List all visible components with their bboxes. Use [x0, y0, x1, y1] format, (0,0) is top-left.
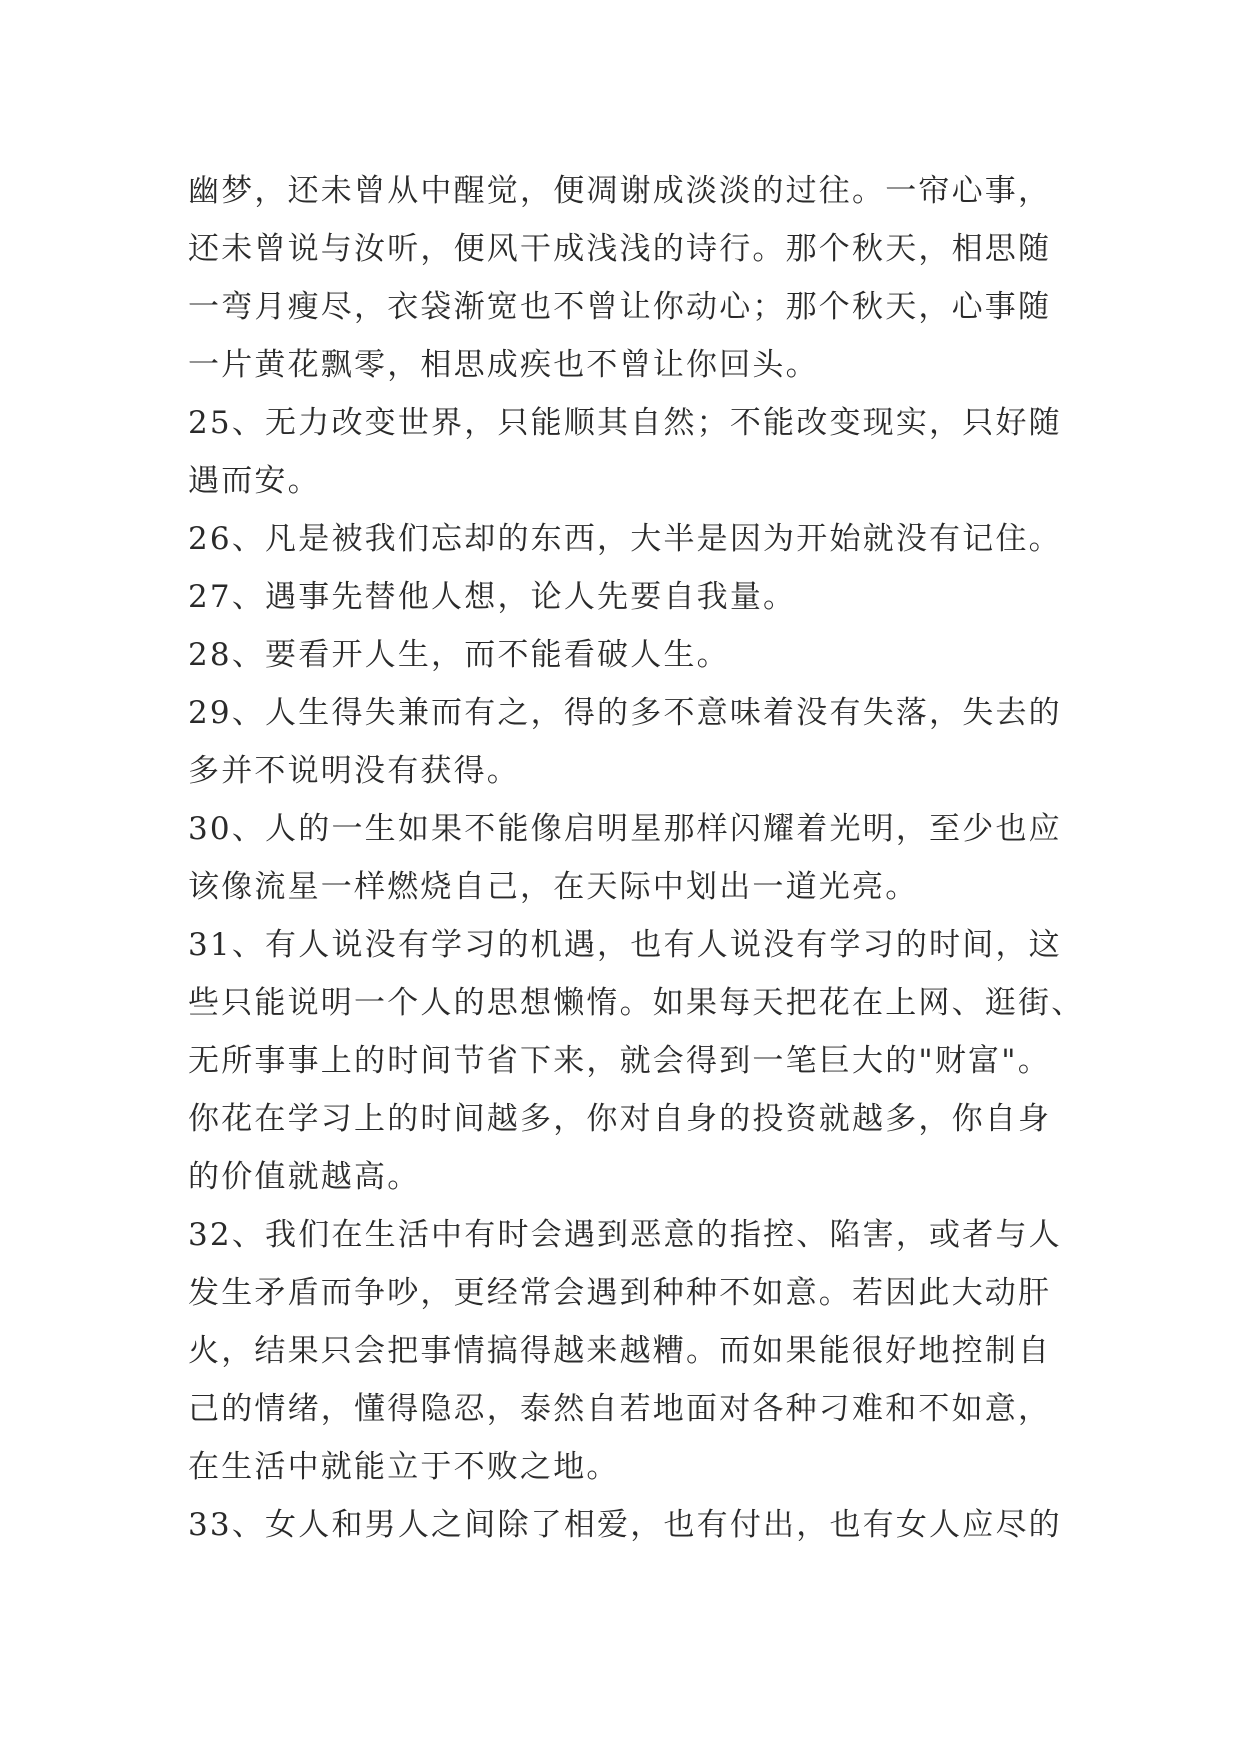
text-line: 该像流星一样燃烧自己，在天际中划出一道光亮。: [188, 869, 919, 905]
text-line: 一片黄花飘零，相思成疾也不曾让你回头。: [188, 347, 819, 383]
text-line: 32、我们在生活中有时会遇到恶意的指控、陷害，或者与人: [188, 1217, 1062, 1253]
body-text: [188, 162, 1085, 1554]
text-line: 己的情绪，懂得隐忍，泰然自若地面对各种刁难和不如意，: [188, 1391, 1052, 1427]
text-line: 一弯月瘦尽，衣袋渐宽也不曾让你动心；那个秋天，心事随: [188, 289, 1052, 325]
text-line: 在生活中就能立于不败之地。: [188, 1449, 620, 1485]
text-line: 幽梦，还未曾从中醒觉，便凋谢成淡淡的过往。一帘心事，: [188, 173, 1052, 209]
text-line: 31、有人说没有学习的机遇，也有人说没有学习的时间，这: [188, 927, 1062, 963]
text-line: 还未曾说与汝听，便风干成浅浅的诗行。那个秋天，相思随: [188, 231, 1052, 267]
text-line: 你花在学习上的时间越多，你对自身的投资就越多，你自身: [188, 1101, 1052, 1137]
text-line: 发生矛盾而争吵，更经常会遇到种种不如意。若因此大动肝: [188, 1275, 1052, 1311]
text-line: 26、凡是被我们忘却的东西，大半是因为开始就没有记住。: [188, 521, 1062, 557]
text-line: 29、人生得失兼而有之，得的多不意味着没有失落，失去的: [188, 695, 1062, 731]
text-line: 30、人的一生如果不能像启明星那样闪耀着光明，至少也应: [188, 811, 1062, 847]
text-line: 33、女人和男人之间除了相爱，也有付出，也有女人应尽的: [188, 1507, 1062, 1543]
text-line: 25、无力改变世界，只能顺其自然；不能改变现实，只好随: [188, 405, 1062, 441]
text-line: 遇而安。: [188, 463, 321, 499]
text-line: 些只能说明一个人的思想懒惰。如果每天把花在上网、逛街、: [188, 985, 1085, 1021]
text-line: 28、要看开人生，而不能看破人生。: [188, 637, 730, 673]
text-line: 无所事事上的时间节省下来，就会得到一笔巨大的"财富"。: [188, 1043, 1051, 1079]
text-line: 多并不说明没有获得。: [188, 753, 520, 789]
text-line: 的价值就越高。: [188, 1159, 421, 1195]
text-line: 火，结果只会把事情搞得越来越糟。而如果能很好地控制自: [188, 1333, 1052, 1369]
text-line: 27、遇事先替他人想，论人先要自我量。: [188, 579, 797, 615]
